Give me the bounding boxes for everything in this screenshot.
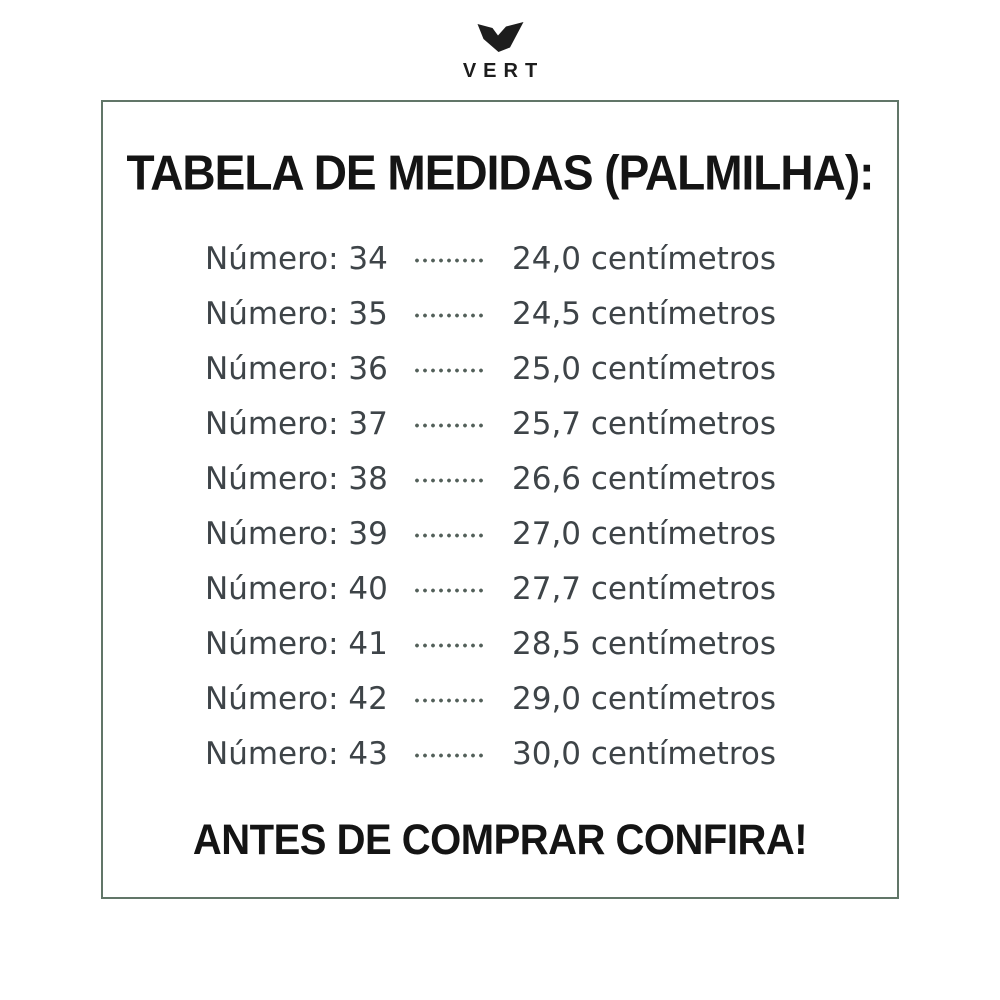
size-table <box>205 231 897 781</box>
size-row <box>205 616 897 671</box>
dotted-leader <box>413 368 484 373</box>
size-row <box>205 341 897 396</box>
size-chart-card <box>101 100 899 899</box>
size-row <box>205 561 897 616</box>
size-value: 26,6 centímetros <box>512 460 777 497</box>
size-label: Número: 35 <box>205 295 388 332</box>
size-label: Número: 34 <box>205 240 388 277</box>
size-value: 25,7 centímetros <box>512 405 777 442</box>
dotted-leader <box>413 313 484 318</box>
size-label: Número: 36 <box>205 350 388 387</box>
size-label: Número: 37 <box>205 405 388 442</box>
dotted-leader <box>413 258 484 263</box>
size-row <box>205 396 897 451</box>
dotted-leader <box>413 533 484 538</box>
size-value: 30,0 centímetros <box>512 735 777 772</box>
size-label: Número: 39 <box>205 515 388 552</box>
vert-v-icon <box>477 22 524 53</box>
size-label: Número: 41 <box>205 625 388 662</box>
size-row <box>205 286 897 341</box>
size-label: Número: 42 <box>205 680 388 717</box>
dotted-leader <box>413 423 484 428</box>
size-label: Número: 38 <box>205 460 388 497</box>
dotted-leader <box>413 478 484 483</box>
size-row <box>205 506 897 561</box>
size-value: 29,0 centímetros <box>512 680 777 717</box>
size-row <box>205 231 897 286</box>
size-value: 27,0 centímetros <box>512 515 777 552</box>
dotted-leader <box>413 698 484 703</box>
card-title: TABELA DE MEDIDAS (PALMILHA): <box>126 145 874 201</box>
size-value: 27,7 centímetros <box>512 570 777 607</box>
size-label: Número: 40 <box>205 570 388 607</box>
size-value: 24,5 centímetros <box>512 295 777 332</box>
size-value: 28,5 centímetros <box>512 625 777 662</box>
dotted-leader <box>413 753 484 758</box>
size-label: Número: 43 <box>205 735 388 772</box>
size-value: 25,0 centímetros <box>512 350 777 387</box>
dotted-leader <box>413 643 484 648</box>
card-footer: ANTES DE COMPRAR CONFIRA! <box>192 817 808 864</box>
brand-name: VERT <box>462 60 545 82</box>
size-value: 24,0 centímetros <box>512 240 777 277</box>
dotted-leader <box>413 588 484 593</box>
size-row <box>205 671 897 726</box>
size-row <box>205 451 897 506</box>
size-row <box>205 726 897 781</box>
brand-logo <box>0 0 1000 83</box>
